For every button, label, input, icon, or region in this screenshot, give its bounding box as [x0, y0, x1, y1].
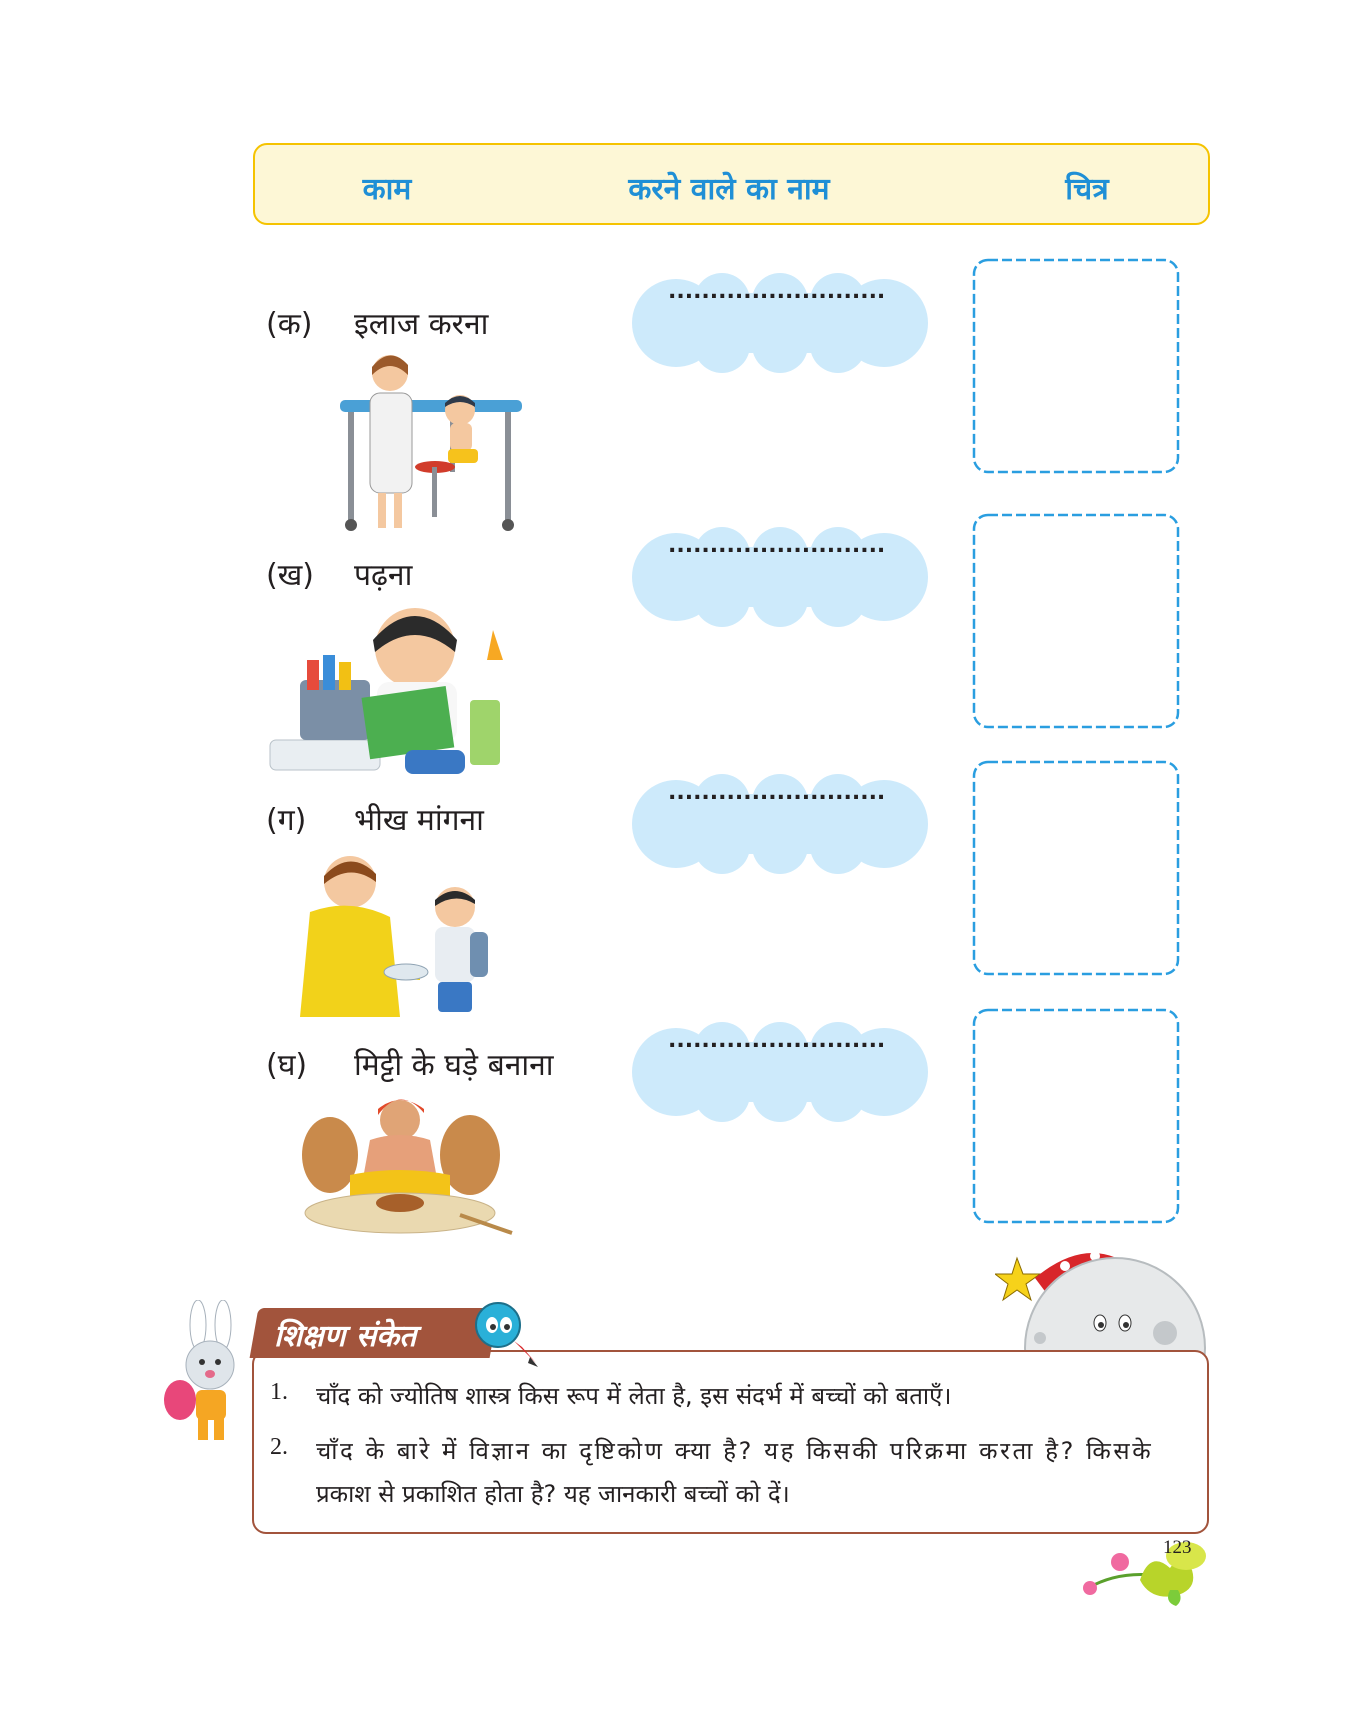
- answer-blank-1[interactable]: [632, 273, 928, 373]
- pencil-mascot-icon: [470, 1297, 540, 1369]
- answer-blank-3[interactable]: [632, 774, 928, 874]
- dotted-line: ..........................: [668, 780, 886, 805]
- picture-frame-4[interactable]: [962, 998, 1190, 1234]
- answer-blank-4[interactable]: [632, 1022, 928, 1122]
- row-label-4: (घ) मिट्टी के घड़े बनाना: [266, 1048, 554, 1083]
- answer-blank-2[interactable]: [632, 527, 928, 627]
- header-work: काम: [362, 172, 412, 207]
- rabbit-mascot-icon: [158, 1300, 258, 1450]
- dotted-line: ..........................: [668, 533, 886, 558]
- row-label-1: (क) इलाज करना: [266, 307, 489, 342]
- table-header: [253, 143, 1210, 225]
- row-label-3: (ग) भीख मांगना: [266, 803, 484, 838]
- picture-frame-1[interactable]: [962, 248, 1190, 484]
- picture-frame-3[interactable]: [962, 750, 1190, 986]
- doctor-examining-child-icon: [330, 345, 530, 540]
- boy-reading-book-icon: [265, 600, 535, 785]
- beggar-with-bowl-icon: [280, 852, 500, 1032]
- picture-frame-2[interactable]: [962, 503, 1190, 739]
- header-doer-name: करने वाले का नाम: [628, 172, 830, 207]
- header-picture: चित्र: [1065, 172, 1109, 207]
- page-number: 123: [1163, 1537, 1192, 1558]
- dotted-line: ..........................: [668, 1028, 886, 1053]
- dotted-line: ..........................: [668, 279, 886, 304]
- potter-at-wheel-icon: [300, 1085, 515, 1240]
- teaching-note-title: शिक्षण संकेत: [274, 1319, 417, 1354]
- row-label-2: (ख) पढ़ना: [266, 558, 413, 593]
